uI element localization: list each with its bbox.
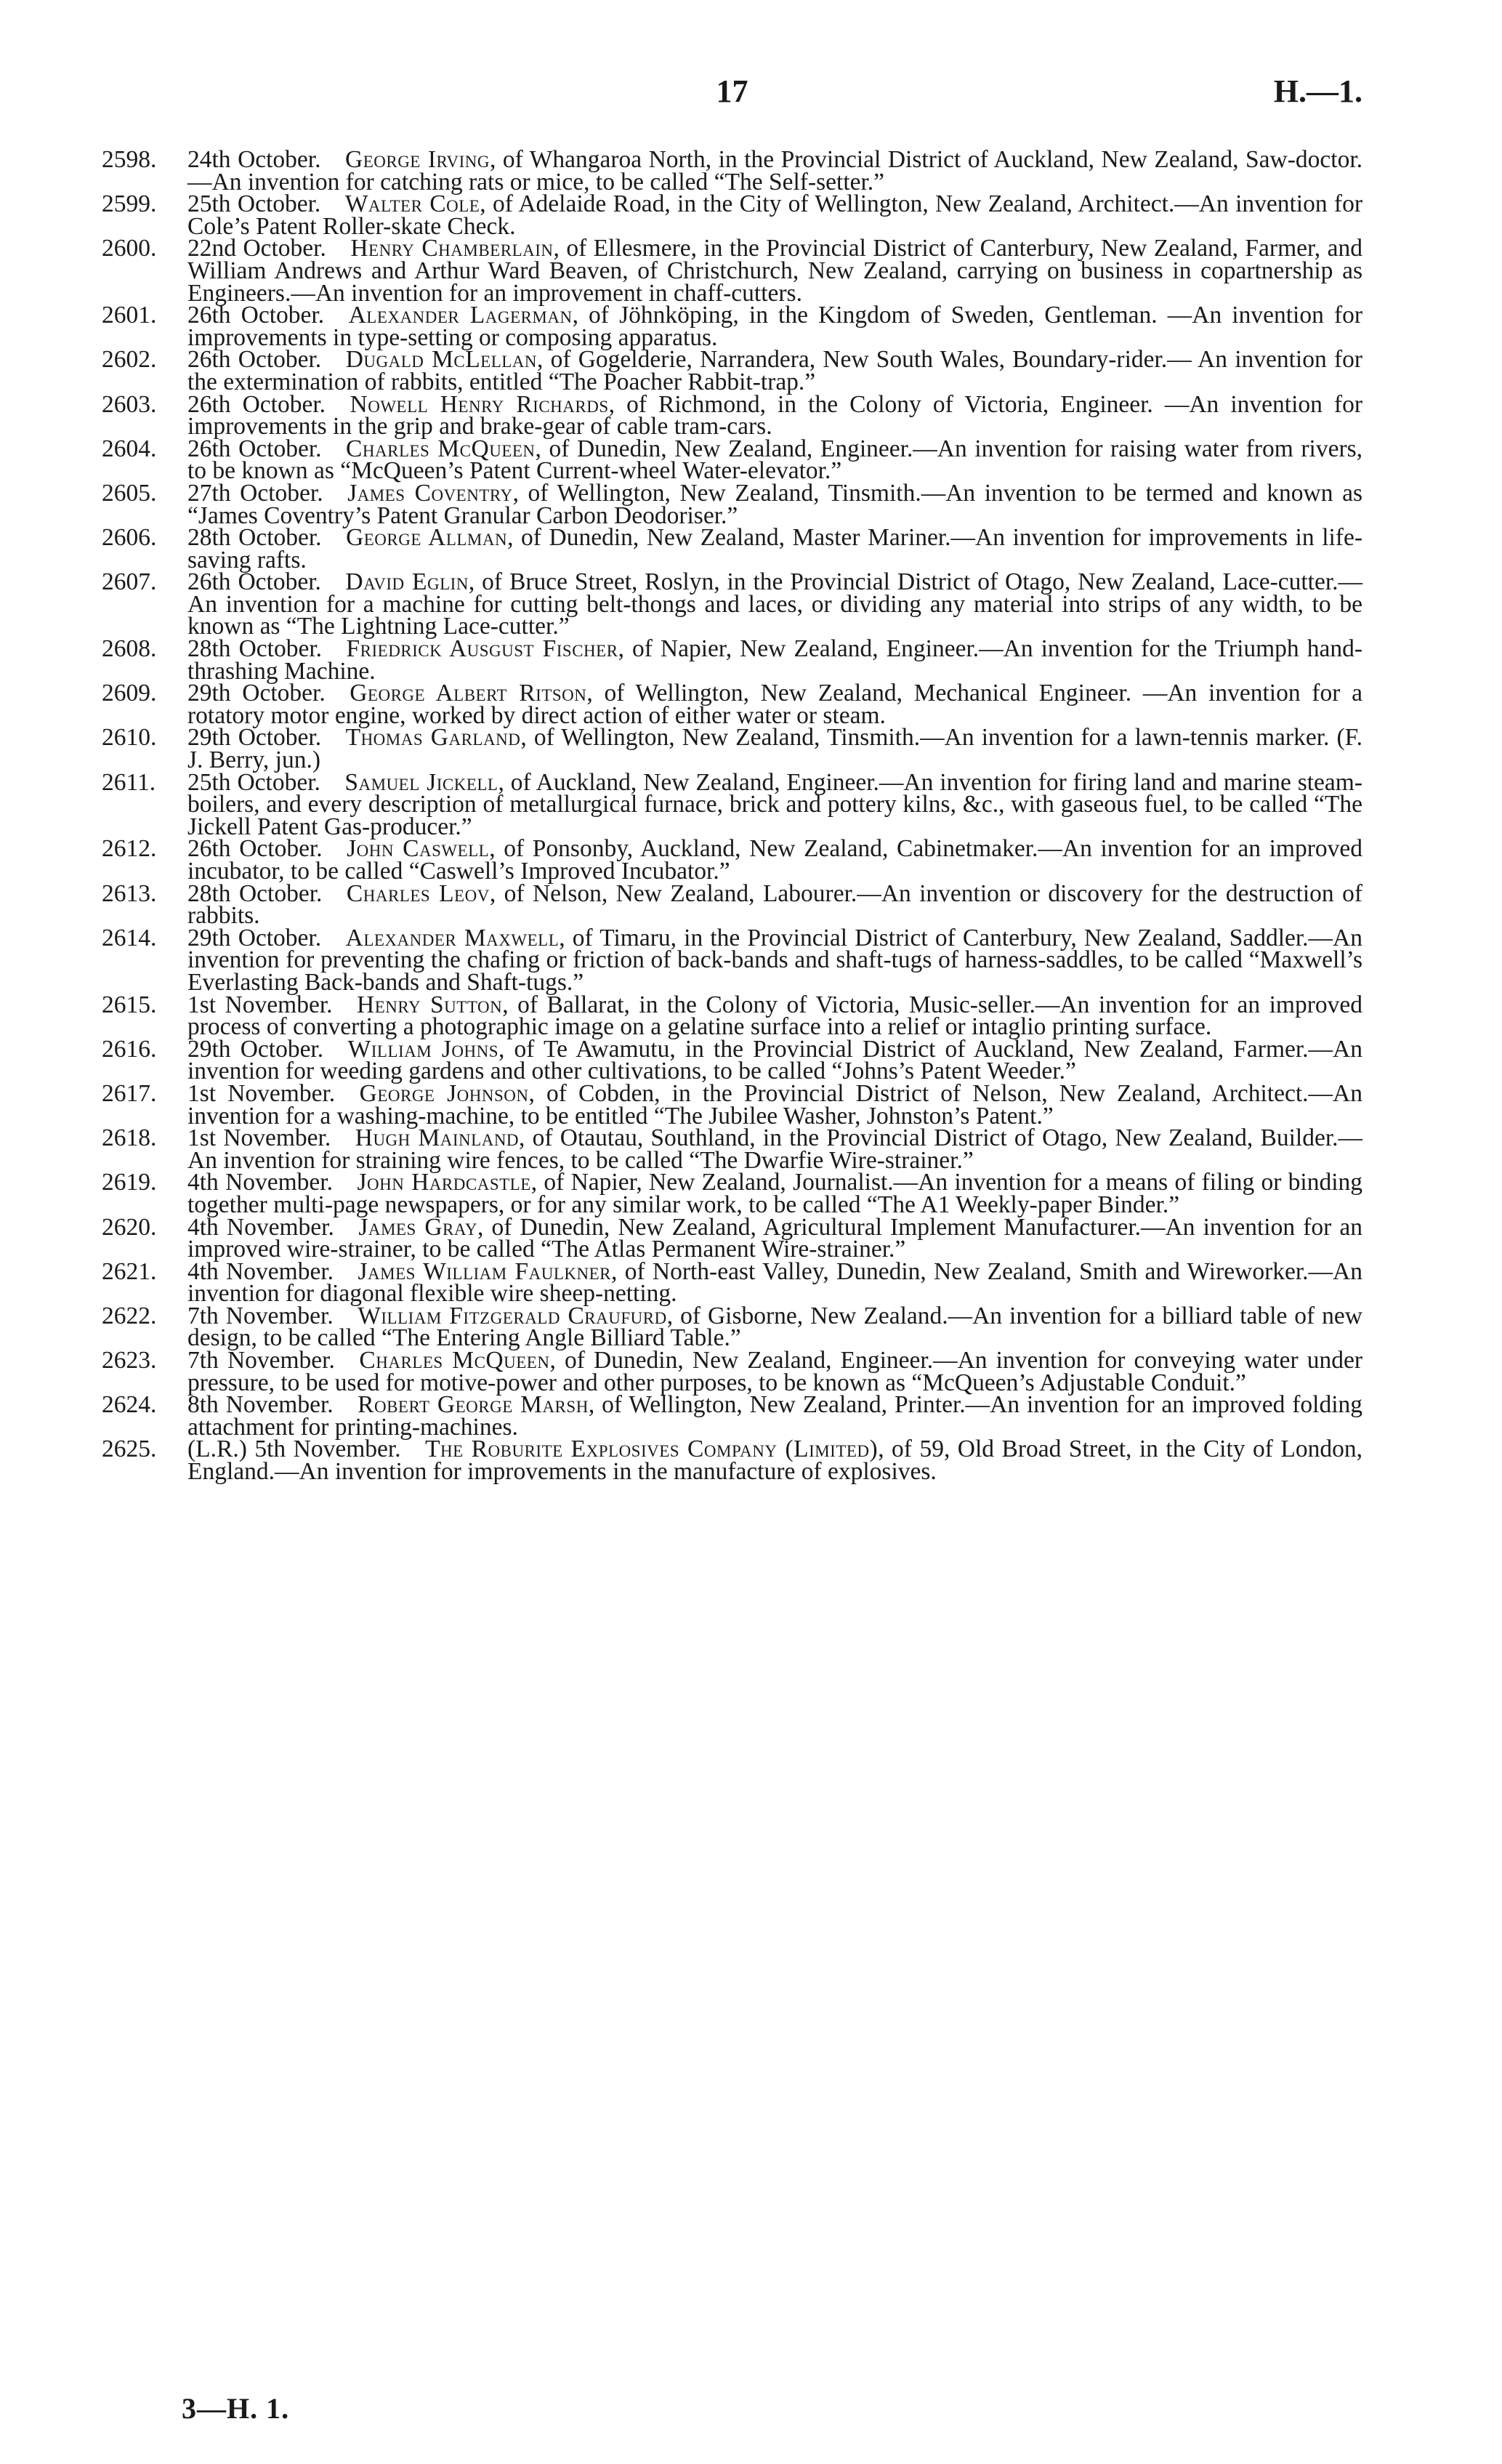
entry-description: , of Bruce Street, Roslyn, in the Provincial District of Otago, New Zealand, Lace-cutter.—An invention for a machine for cutting belt-thongs and laces, or dividing any material into strips of any width, to be known as “The Lightning Lace-cutter.” [187,568,1363,640]
patent-entry [102,435,1363,485]
entry-date: 7th November. [187,1347,335,1374]
patent-entry [102,1079,1362,1130]
patent-entry [102,1213,1362,1263]
entry-number: 2612. [102,835,157,863]
applicant-name: John Caswell [347,835,490,863]
entry-number: 2607. [102,568,157,596]
patent-entry [102,680,1362,729]
entry-description: , of Jöhnköping, in the Kingdom of Sweden, Gentleman. —An invention for improvements in type-setting or composing apparatus. [187,302,1363,351]
entry-description: , of Dunedin, New Zealand, Engineer.—An invention for raising water from rivers, to be known as “McQueen’s Patent Current-wheel Water-elevator.” [187,435,1363,485]
applicant-name: Charles McQueen [359,1347,550,1374]
entry-number: 2604. [102,435,157,462]
entry-number: 2617. [102,1079,157,1107]
entry-description: , of Wellington, New Zealand, Printer.—An invention for an improved folding attachment for printing-machines. [187,1391,1363,1441]
applicant-name: John Hardcastle [357,1169,531,1196]
entry-description: , of Wellington, New Zealand, Mechanical Engineer. —An invention for a rotatory motor engine, worked by direct action of either water or steam. [187,680,1362,729]
entry-date: 29th October. [187,680,326,707]
patent-entry [102,190,1362,240]
page-number: 17 [716,73,748,109]
patent-entry [102,1035,1362,1085]
entry-description: , of Gogelderie, Narrandera, New South Wales, Boundary-rider.— An invention for the extermination of rabbits, entitled “The Poacher Rabbit-trap.” [187,346,1363,395]
entry-date: 28th October. [187,879,323,907]
patent-entry [102,1347,1363,1396]
entry-description: , of Ponsonby, Auckland, New Zealand, Cabinetmaker.—An invention for an improved incubator, to be called “Caswell’s Improved Incubator.” [187,835,1362,885]
patent-entry [102,768,1362,840]
entry-number: 2601. [102,302,157,329]
entry-description: , of Timaru, in the Provincial District of Canterbury, New Zealand, Saddler.—An invention for preventing the chafing or friction of back-bands and shaft-tugs of harness-saddles, to be called “Maxwell’s Everlasting Back-bands and Shaft-tugs.” [187,924,1362,996]
applicant-name: Charles McQueen [346,435,536,462]
entry-date: 25th October. [187,768,320,796]
applicant-name: George Johnson [359,1079,529,1107]
entry-description: , of Dunedin, New Zealand, Agricultural Implement Manufacturer.—An invention for an improved wire-strainer, to be called “The Atlas Permanent Wire-strainer.” [187,1213,1362,1263]
patent-entry [102,1257,1362,1308]
applicant-name: George Irving [345,146,490,173]
entry-number: 2618. [102,1124,157,1152]
entry-description: , of 59, Old Broad Street, in the City of London, England.—An invention for improvements in the manufacture of explosives. [187,1436,1362,1486]
applicant-name: Henry Chamberlain [350,235,554,262]
entry-description: , of Te Awamutu, in the Provincial District of Auckland, New Zealand, Farmer.—An invention for weeding gardens and other cultivations, to be called “Johns’s Patent Weeder.” [187,1035,1362,1085]
patent-entry [102,635,1362,685]
entry-date: 26th October. [187,568,321,596]
applicant-name: James William Faulkner [358,1257,612,1285]
entry-description: , of Wellington, New Zealand, Tinsmith.—An invention to be termed and known as “James Coventry’s Patent Granular Carbon Deodoriser.” [187,479,1362,529]
patent-entry [102,390,1362,440]
entry-date: 7th November. [187,1302,334,1329]
applicant-name: Henry Sutton [357,991,503,1018]
entry-number: 2605. [102,479,157,507]
entry-description: , of Richmond, in the Colony of Victoria, Engineer. —An invention for improvements in the grip and brake-gear of cable tram-cars. [187,390,1362,440]
entry-number: 2622. [102,1302,157,1329]
entry-description: , of Wellington, New Zealand, Tinsmith.—An invention for a lawn-tennis marker. (F. J. Berry, jun.) [187,724,1362,774]
entry-date: 26th October. [187,835,323,863]
entry-date: 29th October. [187,724,322,752]
entry-number: 2623. [102,1347,157,1374]
entry-number: 2615. [102,991,157,1018]
entry-date: 24th October. [187,146,321,173]
patent-entry [102,1436,1362,1486]
entry-number: 2624. [102,1391,157,1419]
patent-entry [102,346,1363,395]
applicant-name: James Gray [358,1213,478,1241]
entry-date: 1st November. [187,1124,331,1152]
applicant-name: Walter Cole [344,190,480,218]
entry-number: 2614. [102,924,157,951]
patent-entry [102,479,1362,529]
entry-number: 2610. [102,724,157,752]
entry-description: , of Gisborne, New Zealand.—An invention for a billiard table of new design, to be called “The Entering Angle Billiard Table.” [187,1302,1362,1352]
applicant-name: William Johns [347,1035,499,1063]
patent-entry [102,1302,1362,1352]
applicant-name: Alexander Maxwell [345,924,560,951]
entry-description: , of Cobden, in the Provincial District of Nelson, New Zealand, Architect.—An invention for a washing-machine, to be entitled “The Jubilee Washer, Johnston’s Patent.” [187,1079,1362,1130]
applicant-name: Friedrick Ausgust Fischer [346,635,618,663]
entry-date: 26th October. [187,346,322,374]
entry-number: 2600. [102,235,157,262]
entry-date: 25th October. [187,190,321,218]
entry-description: , of Dunedin, New Zealand, Engineer.—An invention for conveying water under pressure, to be used for motive-power and other purposes, to be known as “McQueen’s Adjustable Conduit.” [187,1347,1363,1396]
entry-date: (L.R.) 5th November. [187,1436,401,1463]
entry-number: 2620. [102,1213,157,1241]
patent-entry [102,991,1362,1041]
entry-number: 2599. [102,190,157,218]
entry-date: 26th October. [187,435,322,462]
patent-entry [102,835,1362,885]
patent-entry [102,724,1362,774]
entry-number: 2625. [102,1436,157,1463]
entry-number: 2606. [102,524,157,552]
document-code: H.—1. [1273,73,1362,109]
entry-number: 2609. [102,680,157,707]
entry-description: , of Dunedin, New Zealand, Master Mariner.—An invention for improvements in life-saving rafts. [187,524,1362,573]
applicant-name: George Allman [346,524,508,552]
entry-date: 27th October. [187,479,323,507]
entry-date: 28th October. [187,635,323,663]
entry-description: , of Auckland, New Zealand, Engineer.—An invention for firing land and marine steam-boilers, and every description of metallurgical furnace, brick and pottery kilns, &c., with gaseous fuel, to be called “The Jickell Patent Gas-producer.” [187,768,1362,840]
entry-description: , of Napier, New Zealand, Engineer.—An invention for the Triumph hand-thrashing Machine. [187,635,1362,685]
patent-entry [102,1169,1362,1218]
entry-number: 2608. [102,635,157,663]
entry-date: 4th November. [187,1213,334,1241]
entry-date: 28th October. [187,524,322,552]
entry-number: 2603. [102,390,157,418]
entry-description: , of Napier, New Zealand, Journalist.—An invention for a means of filing or binding together multi-page newspapers, or for any similar work, to be called “The A1 Weekly-paper Binder.” [187,1169,1362,1218]
entry-description: , of Whangaroa North, in the Provincial District of Auckland, New Zealand, Saw-doctor.—An invention for catching rats or mice, to be called “The Self-setter.” [187,146,1363,196]
entry-date: 4th November. [187,1257,334,1285]
applicant-name: Nowell Henry Richards [350,390,609,418]
entry-description: , of Nelson, New Zealand, Labourer.—An invention or discovery for the destruction of rabbits. [187,879,1363,930]
patent-entry [102,302,1363,351]
entry-date: 8th November. [187,1391,334,1419]
entry-number: 2616. [102,1035,157,1063]
patent-entry [102,524,1362,573]
applicant-name: James Coventry [347,479,513,507]
patent-entry-list [102,146,1363,1486]
entry-date: 29th October. [187,1035,324,1063]
entry-date: 4th November. [187,1169,333,1196]
entry-date: 1st November. [187,991,333,1018]
applicant-name: Hugh Mainland [355,1124,520,1152]
entry-number: 2619. [102,1169,157,1196]
applicant-name: Alexander Lagerman [348,302,573,329]
applicant-name: Robert George Marsh [358,1391,589,1419]
applicant-name: George Albert Ritson [350,680,587,707]
entry-number: 2598. [102,146,157,173]
entry-number: 2602. [102,346,157,374]
page-header [102,73,1362,116]
entry-description: , of Adelaide Road, in the City of Wellington, New Zealand, Architect.—An invention for Cole’s Patent Roller-skate Check. [187,190,1362,240]
entry-number: 2621. [102,1257,157,1285]
entry-description: , of Ballarat, in the Colony of Victoria, Music-seller.—An invention for an improved process of converting a photographic image on a gelatine surface into a relief or intaglio printing surface. [187,991,1362,1041]
applicant-name: Thomas Garland [345,724,521,752]
signature-mark: 3—H. 1. [182,2392,290,2425]
entry-description: , of Ellesmere, in the Provincial District of Canterbury, New Zealand, Farmer, and William Andrews and Arthur Ward Beaven, of Christchurch, New Zealand, carrying on business in copartnership as Engineers.—An invention for an improvement in chaff-cutters. [187,235,1362,307]
entry-description: , of North-east Valley, Dunedin, New Zealand, Smith and Wireworker.—An invention for diagonal flexible wire sheep-netting. [187,1257,1362,1308]
patent-entry [102,879,1363,930]
applicant-name: Samuel Jickell [344,768,498,796]
patent-entry [102,924,1362,996]
applicant-name: The Roburite Explosives Company (Limited) [425,1436,879,1463]
applicant-name: David Eglin [345,568,469,596]
patent-entry [102,235,1362,307]
entry-number: 2613. [102,879,157,907]
entry-date: 26th October. [187,390,326,418]
patent-entry [102,568,1363,640]
applicant-name: William Fitzgerald Craufurd [358,1302,667,1329]
entry-date: 1st November. [187,1079,336,1107]
entry-description: , of Otautau, Southland, in the Provincial District of Otago, New Zealand, Builder.—An invention for straining wire fences, to be called “The Dwarfie Wire-strainer.” [187,1124,1362,1174]
patent-entry [102,1124,1362,1174]
applicant-name: Dugald McLellan [345,346,538,374]
entry-date: 29th October. [187,924,322,951]
patent-entry [102,1391,1363,1441]
applicant-name: Charles Leov [346,879,490,907]
entry-date: 22nd October. [187,235,326,262]
entry-date: 26th October. [187,302,325,329]
entry-number: 2611. [102,768,156,796]
patent-entry [102,146,1363,196]
